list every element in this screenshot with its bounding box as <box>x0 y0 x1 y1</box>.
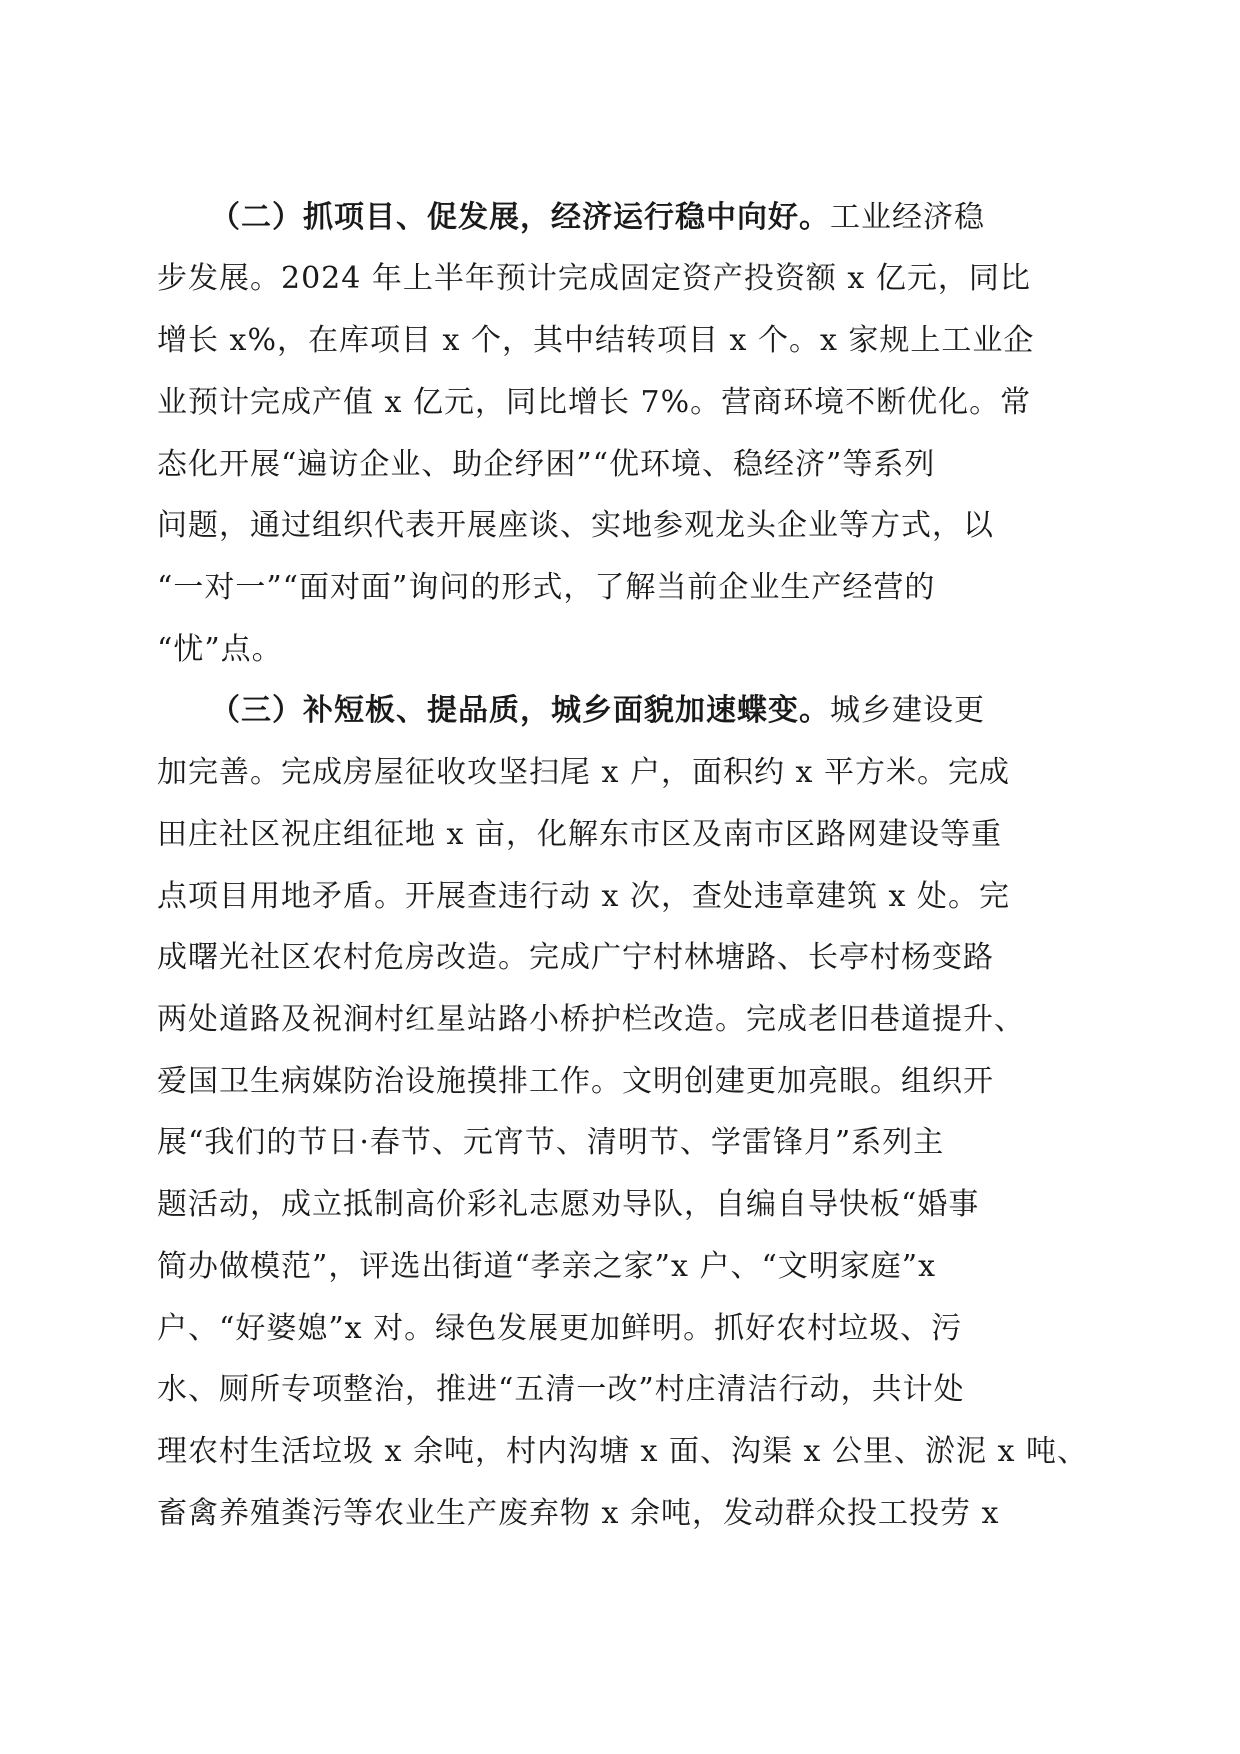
section3-line-14 <box>157 1555 1097 1595</box>
section2-line-3: 业预计完成产值 x 亿元，同比增长 7%。营商环境不断优化。常 <box>157 385 1032 420</box>
section3-line-12: 理农村生活垃圾 x 余吨，村内沟塘 x 面、沟渠 x 公里、淤泥 x 吨、 <box>157 1434 1088 1469</box>
section3-line-0: 城乡建设更 <box>830 693 985 728</box>
section3-line-2: 田庄社区祝庄组征地 x 亩，化解东市区及南市区路网建设等重 <box>157 817 1002 852</box>
section3-line-5: 两处道路及祝涧村红星站路小桥护栏改造。完成老旧巷道提升、 <box>157 1002 1025 1037</box>
section3-heading: （三）补短板、提品质，城乡面貌加速蝶变。 <box>210 693 830 728</box>
section2-line-6: “一对一”“面对面”询问的形式，了解当前企业生产经营的 <box>157 570 936 605</box>
section2-line-1: 步发展。2024 年上半年预计完成固定资产投资额 x 亿元，同比 <box>157 261 1031 296</box>
section2-line-0: 工业经济稳 <box>830 200 985 235</box>
section2-heading: （二）抓项目、促发展，经济运行稳中向好。 <box>210 200 830 235</box>
section2-line-4: 态化开展“遍访企业、助企纾困”“优环境、稳经济”等系列 <box>157 447 936 482</box>
section3-line-4: 成曙光社区农村危房改造。完成广宁村林塘路、长亭村杨变路 <box>157 940 994 975</box>
section3-line-10: 户、“好婆媳”x 对。绿色发展更加鲜明。抓好农村垃圾、污 <box>157 1311 963 1346</box>
section3-line-3: 点项目用地矛盾。开展查违行动 x 次，查处违章建筑 x 处。完 <box>157 879 1010 914</box>
section2-first-line <box>210 198 1150 238</box>
section2-line-5: 问题，通过组织代表开展座谈、实地参观龙头企业等方式，以 <box>157 508 994 543</box>
section2-line-2: 增长 x%，在库项目 x 个，其中结转项目 x 个。x 家规上工业企 <box>157 323 1035 358</box>
section2-line-7: “忧”点。 <box>157 632 283 667</box>
section3-line-7: 展“我们的节日·春节、元宵节、清明节、学雷锋月”系列主 <box>157 1125 945 1160</box>
section3-line-11: 水、厕所专项整治，推进“五清一改”村庄清洁行动，共计处 <box>157 1372 965 1407</box>
section3-line-6: 爱国卫生病媒防治设施摸排工作。文明创建更加亮眼。组织开 <box>157 1064 994 1099</box>
section3-line-8: 题活动，成立抵制高价彩礼志愿劝导队，自编自导快板“婚事 <box>157 1187 980 1222</box>
section3-line-13: 畜禽养殖粪污等农业生产废弃物 x 余吨，发动群众投工投劳 x <box>157 1496 1000 1531</box>
section3-line-1: 加完善。完成房屋征收攻坚扫尾 x 户，面积约 x 平方米。完成 <box>157 755 1010 790</box>
section3-first-line <box>210 691 1150 731</box>
section3-line-9: 简办做模范”，评选出街道“孝亲之家”x 户、“文明家庭”x <box>157 1249 937 1284</box>
